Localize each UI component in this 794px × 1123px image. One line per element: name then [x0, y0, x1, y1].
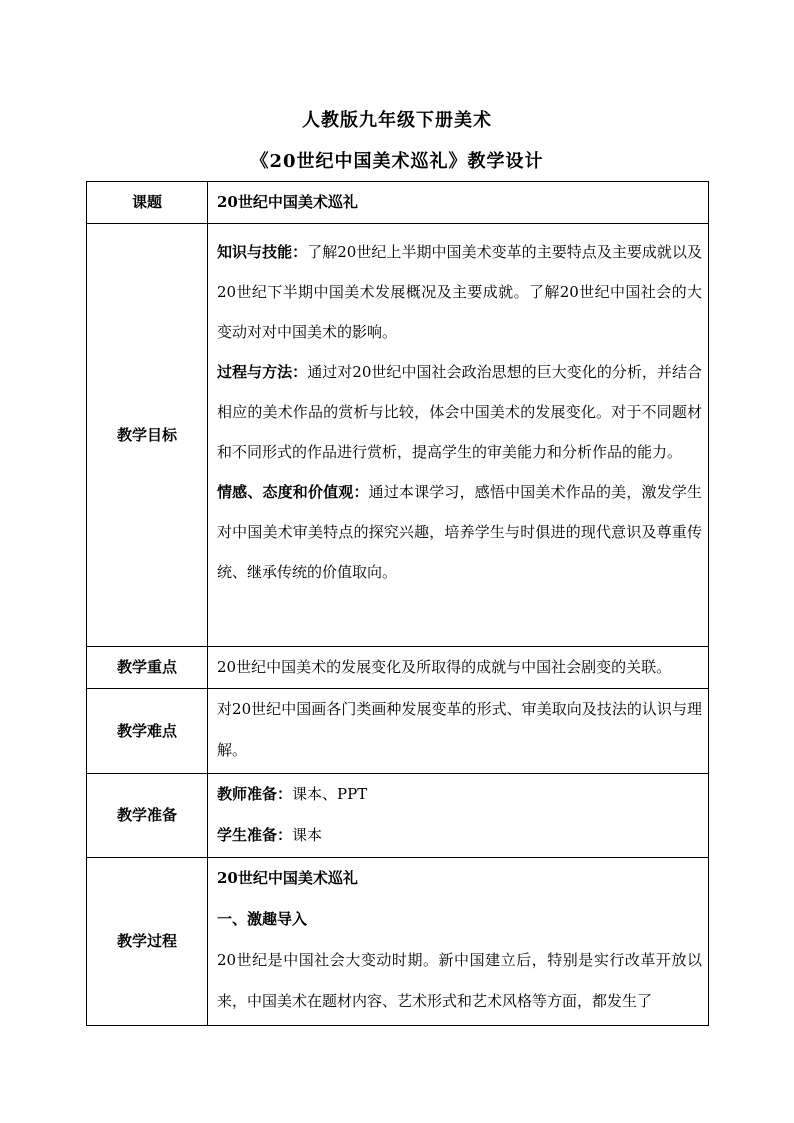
table-row-goals: [87, 224, 709, 647]
goal-knowledge-text: 了解20世纪上半期中国美术变革的主要特点及主要成就以及20世纪下半期中国美术发展概况及主要成就。了解20世纪中国社会的大变动对对中国美术的影响。: [217, 243, 702, 341]
table-row-preparation: [87, 774, 709, 858]
process-body: 20世纪是中国社会大变动时期。新中国建立后，特别是实行改革开放以来，中国美术在题材内容、艺术形式和艺术风格等方面，都发生了: [217, 951, 702, 1010]
row-value-topic: [208, 182, 709, 224]
row-label-preparation: 教学准备: [87, 774, 208, 858]
process-title: 20世纪中国美术巡礼: [217, 869, 358, 887]
process-section-heading: 一、激趣导入: [217, 910, 308, 928]
goal-process: [217, 352, 702, 472]
row-value-key-points: [208, 647, 709, 689]
goal-process-lead: 过程与方法：: [217, 363, 308, 381]
prep-student-text: 课本: [292, 826, 323, 844]
goal-knowledge-lead: 知识与技能：: [217, 243, 308, 261]
row-value-process: [208, 858, 709, 1026]
table-row-topic: [87, 182, 709, 224]
topic-value: 20世纪中国美术巡礼: [217, 193, 358, 211]
row-label-difficulties: 教学难点: [87, 689, 208, 774]
document-subtitle: 《20世纪中国美术巡礼》教学设计: [250, 151, 544, 172]
difficulties-text: 对20世纪中国画各门类画种发展变革的形式、审美取向及技法的认识与理解。: [217, 700, 702, 759]
prep-student: [217, 815, 702, 856]
row-label-key-points: 教学重点: [87, 647, 208, 689]
goal-emotion-lead: 情感、态度和价值观：: [217, 483, 369, 501]
goal-emotion-text: 通过本课学习，感悟中国美术作品的美，激发学生对中国美术审美特点的探究兴趣，培养学生与时俱进的现代意识及尊重传统、继承传统的价值取向。: [217, 483, 702, 581]
row-value-goals: [208, 224, 709, 647]
prep-student-lead: 学生准备：: [217, 826, 293, 844]
row-label-process: 教学过程: [87, 858, 208, 1026]
table-row-key-points: [87, 647, 709, 689]
table-row-process: [87, 858, 709, 1026]
prep-teacher-text: 课本、PPT: [292, 785, 368, 803]
row-value-preparation: [208, 774, 709, 858]
row-value-difficulties: [208, 689, 709, 774]
row-label-goals: 教学目标: [87, 224, 208, 647]
document-title: 人教版九年级下册美术: [302, 110, 492, 131]
row-label-topic: 课题: [87, 182, 208, 224]
lesson-plan-table: [86, 181, 709, 1026]
prep-teacher-lead: 教师准备：: [217, 785, 293, 803]
goal-knowledge: [217, 232, 702, 352]
key-points-text: 20世纪中国美术的发展变化及所取得的成就与中国社会剧变的关联。: [217, 658, 672, 676]
goal-process-text: 通过对20世纪中国社会政治思想的巨大变化的分析，并结合相应的美术作品的赏析与比较，体会中国美术的发展变化。对于不同题材和不同形式的作品进行赏析，提高学生的审美能力和分析作品的能力。: [217, 363, 702, 461]
table-row-difficulties: [87, 689, 709, 774]
goal-emotion: [217, 472, 702, 592]
prep-teacher: [217, 774, 702, 815]
